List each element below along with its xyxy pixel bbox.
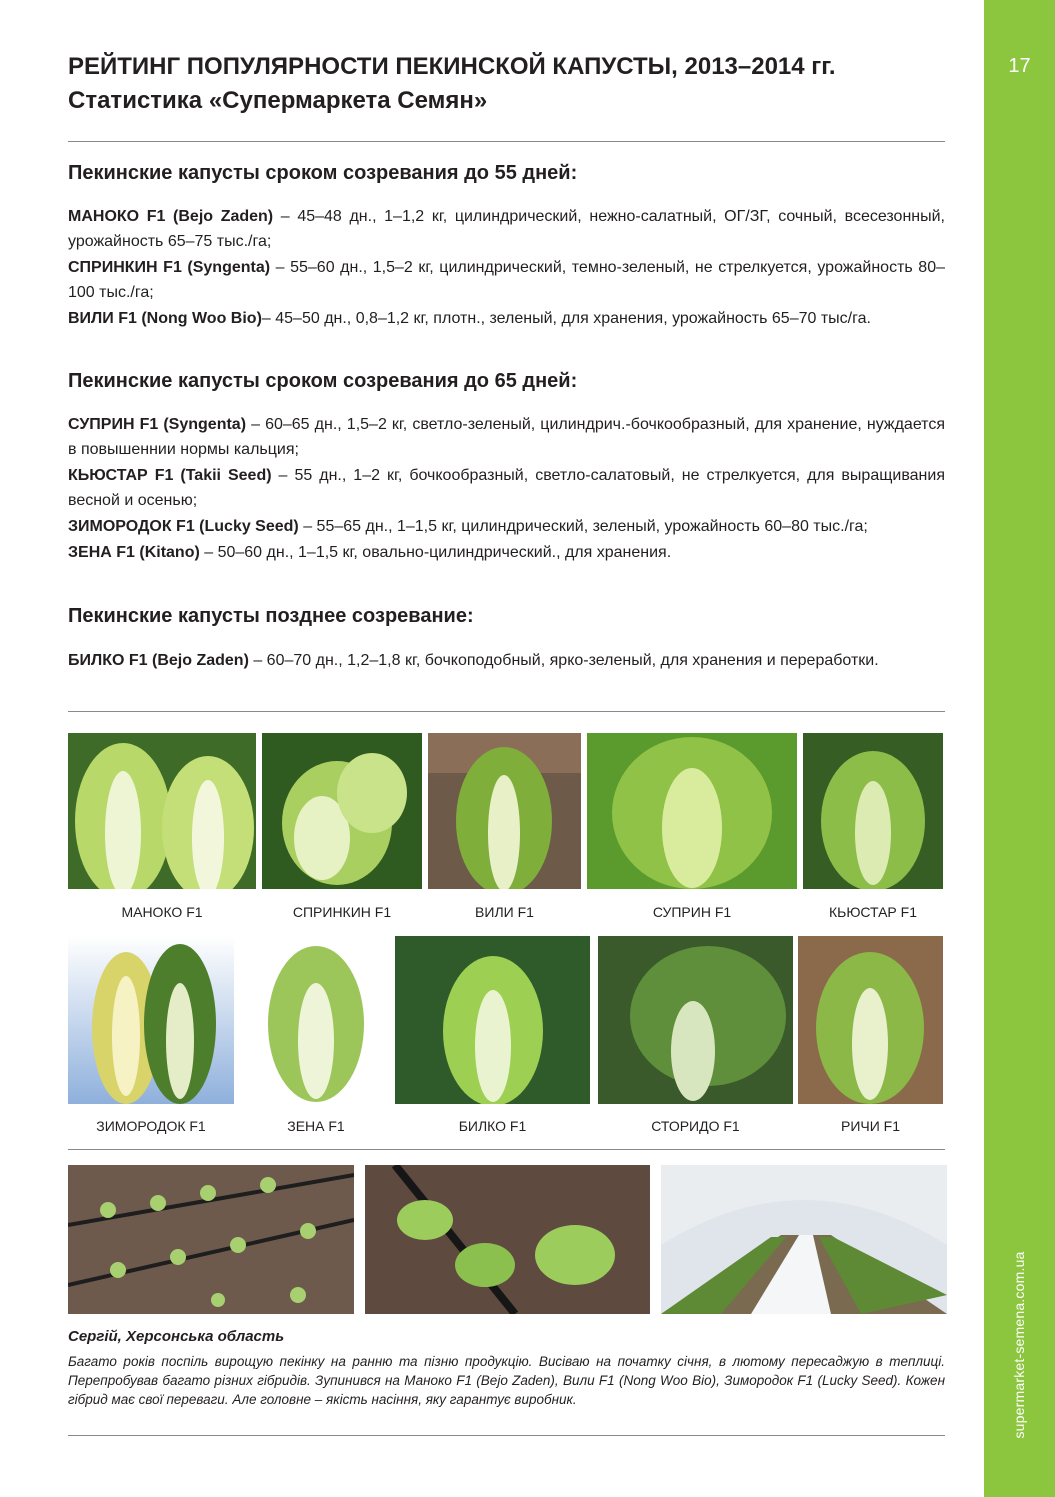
- testimonial-author: Сергій, Херсонська область: [68, 1328, 285, 1345]
- variety-name: СУПРИН F1 (Syngenta): [68, 416, 247, 433]
- variety-desc: – 50–60 дн., 1–1,5 кг, овально-цилиндрический., для хранения.: [199, 544, 672, 561]
- testimonial-text: Багато років поспіль вирощую пекінку на ранню та пізню продукцію. Висіваю на початку січня, в лютому пересаджую в теплиці. Перепробував багато різних гібридів. Зупинився на Маноко F1 (Bejo Zaden), Вили F1 (Nong Woo Bio), Зимородок F1 (Lucky Seed). Кожен гібрид має свої переваги. Але головне – якість насіння, яку гарантує виробник.: [68, 1354, 945, 1407]
- variety-name: СПРИНКИН F1 (Syngenta): [68, 259, 271, 276]
- photo-caption: КЬЮСТАР F1: [829, 904, 917, 920]
- title-line-1: РЕЙТИНГ ПОПУЛЯРНОСТИ ПЕКИНСКОЙ КАПУСТЫ, 2013–2014 гг.: [68, 53, 836, 80]
- cabbage-photo-bilko: [395, 936, 590, 1104]
- variety-entry: [68, 255, 945, 305]
- variety-desc: – 55–65 дн., 1–1,5 кг, цилиндрический, зеленый, урожайность 60–80 тыс./га;: [298, 518, 868, 535]
- variety-desc: – 60–70 дн., 1,2–1,8 кг, бочкоподобный, ярко-зеленый, для хранения и переработки.: [248, 652, 879, 669]
- cabbage-photo-vili: [428, 733, 581, 889]
- variety-name: МАНОКО F1 (Bejo Zaden): [68, 208, 274, 225]
- photo-caption: ЗИМОРОДОК F1: [96, 1118, 206, 1134]
- page-number: 17: [1008, 55, 1031, 77]
- photo-caption: СТОРИДО F1: [651, 1118, 740, 1134]
- photo-caption: СПРИНКИН F1: [292, 904, 392, 920]
- variety-name: ВИЛИ F1 (Nong Woo Bio): [68, 310, 262, 327]
- variety-entry: [68, 540, 945, 565]
- photo-caption: ЗЕНА F1: [287, 1118, 345, 1134]
- variety-desc: – 45–48 дн., 1–1,2 кг, цилиндрический, нежно-салатный, ОГ/ЗГ, сочный, всесезонный, урожайность 65–75 тыс./га;: [68, 208, 946, 250]
- variety-desc: – 55–60 дн., 1,5–2 кг, цилиндрический, темно-зеленый, не стрелкуется, урожайность 80–100 тыс./га;: [68, 259, 945, 301]
- page-title: [68, 50, 973, 118]
- photo-caption: РИЧИ F1: [840, 1118, 901, 1134]
- field-photo-seedlings: [68, 1165, 354, 1314]
- photo-caption: БИЛКО F1: [458, 1118, 527, 1134]
- variety-name: БИЛКО F1 (Bejo Zaden): [68, 652, 249, 669]
- side-bar: [984, 0, 1055, 1497]
- divider: [68, 141, 945, 142]
- photo-caption: МАНОКО F1: [121, 904, 203, 920]
- cabbage-photo-storido: [598, 936, 793, 1104]
- variety-list: [68, 204, 945, 332]
- section-heading: Пекинские капусты сроком созревания до 55 дней:: [68, 162, 578, 184]
- variety-name: КЬЮСТАР F1 (Takii Seed): [68, 467, 272, 484]
- variety-entry: [68, 648, 945, 673]
- variety-list: [68, 648, 945, 674]
- photo-caption: СУПРИН F1: [652, 904, 732, 920]
- variety-desc: – 60–65 дн., 1,5–2 кг, светло-зеленый, цилиндрич.-бочкообразный, для хранение, нуждается в повышеннии нормы кальция;: [68, 416, 945, 458]
- field-photo-greenhouse: [661, 1165, 947, 1314]
- site-url: supermarket-semena.com.ua: [1011, 1251, 1027, 1439]
- variety-entry: [68, 204, 945, 254]
- title-line-2: Статистика «Супермаркета Семян»: [68, 87, 488, 114]
- variety-desc: – 45–50 дн., 0,8–1,2 кг, плотн., зеленый, для хранения, урожайность 65–70 тыс/га.: [261, 310, 871, 327]
- cabbage-photo-sprinkin: [262, 733, 422, 889]
- cabbage-photo-zimorodok: [68, 936, 234, 1104]
- divider: [68, 711, 945, 712]
- variety-list: [68, 412, 945, 566]
- cabbage-photo-zena: [247, 936, 385, 1104]
- section-heading: Пекинские капусты позднее созревание:: [68, 605, 474, 627]
- variety-name: ЗЕНА F1 (Kitano): [68, 544, 200, 561]
- field-photo-closeup: [365, 1165, 650, 1314]
- variety-name: ЗИМОРОДОК F1 (Lucky Seed): [68, 518, 299, 535]
- divider: [68, 1149, 945, 1150]
- variety-entry: [68, 412, 945, 462]
- cabbage-photo-richi: [798, 936, 943, 1104]
- variety-entry: [68, 514, 945, 539]
- cabbage-photo-suprin: [587, 733, 797, 889]
- variety-entry: [68, 306, 945, 331]
- variety-entry: [68, 463, 945, 513]
- divider: [68, 1435, 945, 1436]
- photo-caption: ВИЛИ F1: [475, 904, 534, 920]
- cabbage-photo-manoko: [68, 733, 256, 889]
- variety-desc: – 55 дн., 1–2 кг, бочкообразный, светло-салатовый, не стрелкуется, для выращивания весной и осенью;: [68, 467, 945, 509]
- cabbage-photo-kyustar: [803, 733, 943, 889]
- section-heading: Пекинские капусты сроком созревания до 65 дней:: [68, 370, 578, 392]
